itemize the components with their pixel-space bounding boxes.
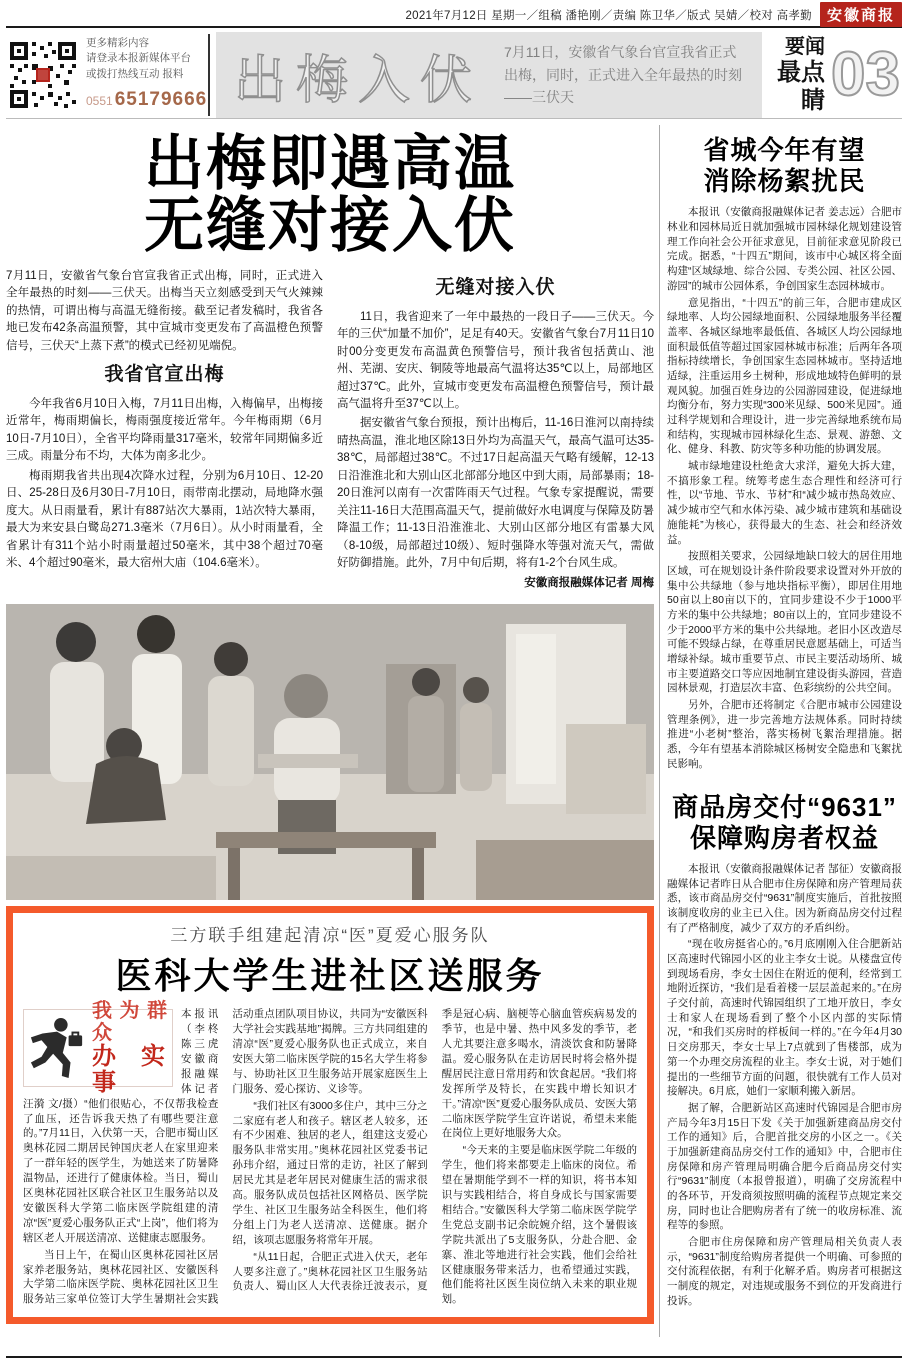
sidebar-paragraph: 另外，合肥市还将制定《合肥市城市公园建设管理条例》，进一步完善地方法规体系。同时持续推进“小老树”整治，落实杨树飞絮治理措施。据悉，今年有望基本消除城区杨树安全隐患和飞絮扰民影响。 — [667, 699, 902, 770]
sidebar-paragraph: “现在收房挺省心的。”6月底刚刚入住合肥新站区高速时代锦园小区的业主李女士说。从楼盘宣传到现场看房，李女士因住在附近的便利，经常到工地附近探访，“我们是看着楼一层层盖起来的。”在房子交付前，高速时代锦园组织了工地开放日，李女士和家人在现场看到了整个小区内部的实际情况，“和我们买房时的样板间一样的。”在今年4月30日交房那天，李女士早上7点就到了售楼部，成为第一个办理交房流程的业主。李女士说，对于她们提出的一些细节方面的问题，很快就有工作人员对接解决。6月底，她们一家顺利搬入新居。 — [667, 938, 902, 1098]
sidebar-paragraph: 意见指出，“十四五”的前三年，合肥市建成区绿地率、人均公园绿地面积、公园绿地服务半径覆盖率、各城区绿地率最低值、各城区人均公园绿地面积最低值等超过国家园林城市标准；后两年各项指标持续增长，争创国家生态园林城市。坚持适地适绿，注重运用乡土树种，形成地域特色鲜明的景观风貌。加强百姓身边的公园游园建设，促进绿地均衡分布，努力实现“300米见绿、500米见园”。通过科学规划和合理设计，进一步完善绿地系统布局和结构，实现城市园林绿化生态、景观、游憩、文化、健身、科教、防灾等多种功能的协调发展。 — [667, 296, 902, 456]
lead-column-2 — [337, 268, 654, 594]
title-line: 消除杨絮扰民 — [703, 166, 866, 197]
section-name: 要闻 — [785, 35, 826, 58]
banner-topic — [216, 32, 762, 118]
subhead-2: 无缝对接入伏 — [435, 276, 556, 298]
main-column — [6, 125, 654, 1337]
section-block — [762, 32, 902, 118]
news-photo — [6, 604, 654, 900]
bottom-rule — [6, 1356, 902, 1358]
sidebar-paragraph: 据了解，合肥新站区高速时代锦园是合肥市房产局今年3月15日下发《关于加强新建商品房交付工作的通知》后，合肥首批交房的小区之一。《关于加强新建商品房交付工作的通知》中，合肥市住房保障和房产管理局明确合肥今后商品房交付实行“9631”制度（本报曾报道），明确了交房流程中的各环节，开发商须按照明确的流程节点规定来交房，同时也让合肥购房者有了统一的收房标准、流程等的参照。 — [667, 1101, 902, 1232]
sidebar-column — [665, 125, 902, 1337]
top-rule — [6, 26, 902, 28]
feature-article — [6, 906, 654, 1324]
page-header — [6, 0, 902, 26]
lead-headline-line2: 无缝对接入伏 — [144, 192, 516, 260]
contact-line-3: 或拨打热线互动 报料 — [86, 68, 184, 81]
lead-paragraph: 11日，我省迎来了一年中最热的一段日子——三伏天。今年的三伏“加量不加价”，足足有40天。安徽省气象台7月11日10时00分变更发布高温黄色预警信号，预计我省包括黄山、池州、芜湖、安庆、铜陵等地最高气温将达35℃以上，局部地区超过37℃。此外，宣城市变更发布高温橙色预警信号，预计最高气温将升至37℃以上。 — [337, 310, 654, 410]
lead-article-body — [6, 268, 654, 594]
contact-line-1: 更多精彩内容 — [86, 36, 149, 49]
sidebar-paragraph: 城市绿地建设杜绝贪大求洋，避免大拆大建，不搞形象工程。统筹考虑生态合理性和经济可行性，以“节地、节水、节材”和“减少城市热岛效应、减少城市空气和水体污染、减少城市建筑和基础设施能耗”为核心，获得最大的生态、社会和经济效益。 — [667, 460, 902, 546]
sidebar-paragraph: 合肥市住房保障和房产管理局相关负责人表示，“9631”制度给购房者提供一个明确、可参照的交付流程依据，有利于化解矛盾。购房者可根据这一制度的规定，对违规或服务不到位的开发商进行投诉。 — [667, 1236, 902, 1307]
feature-headline: 医科大学生进社区送服务 — [115, 955, 545, 997]
banner-rule — [6, 118, 902, 119]
lead-paragraph: 今年我省6月10日入梅，7月11日出梅，入梅偏早，出梅接近常年，梅雨期偏长，梅雨强度接近常年。今年梅雨期（6月10日-7月10日），全省平均降雨量317毫米，较常年同期偏多近三成。雨量分布不均，大体为南多北少。 — [6, 398, 323, 463]
badge-line-2: 办实事 — [92, 1042, 168, 1097]
title-line: 省城今年有望 — [703, 135, 866, 165]
sidebar-paragraph: 按照相关要求，公园绿地缺口较大的居住用地区域，可在规划设计条件阶段要求设置对外开放的集中公共绿地（参与地块指标平衡），即居住用地50亩以上80亩以下的，宜同步建设不少于1000平方米的集中公共绿地；80亩以上的，宜同步建设不少于2000平方米的集中公共绿地。老旧小区改造尽可能不毁绿占绿，在尊重居民意愿基础上，可适当增绿补绿。城市重要节点、市民主要活动场所、城市主要道路交口等应因地制宜建设街头游园，营造园林景观，打造层次丰富、色彩缤纷的公共空间。 — [667, 550, 902, 695]
contact-block — [6, 32, 208, 118]
lead-paragraph: 据安徽省气象台预报，预计出梅后，11-16日淮河以南持续晴热高温，淮北地区除13日外均为高温天气，最高气温可达35-38℃，局部超过38℃。不过17日起高温天气略有缓解，12-13日沿淮淮北和大别山区北部部分地区中到大雨，局部暴雨；18-20日淮河以南有一次雷阵雨天气过程。气象专家提醒说，需要关注11-16日大范围高温天气，提前做好水电调度与保障及防暑降温工作；11-13日沿淮淮北、大别山区部分地区有雷暴大风（8-10级，局部超过10级）、短时强降水等强对流天气，需做好防御措施。此外，7月中旬后期，将有1-2个台风生成。 — [337, 417, 654, 570]
brand-logo: 安徽商报 — [820, 2, 902, 27]
feature-paragraph: “我们社区有3000多住户，其中三分之二家庭有老人和孩子。辖区老人较多，还有不少困难、独居的老人，组建这支爱心服务队非常实用。”奥林花园社区党委书记孙玮介绍，通过日常的走访，社区了解到居民尤其是老年居民对健康生活的需求很高。服务队成员包括社区网格员、医学院学生、社区卫生服务站全科医生，他们将分组上门为老人送清凉、送健康。据介绍，该项志愿服务将常年开展。 — [232, 1099, 428, 1246]
lead-headline — [6, 130, 654, 260]
sidebar-article-2 — [667, 792, 902, 1309]
sidebar-paragraph: 本报讯（安徽商报融媒体记者 郜征）安徽商报融媒体记者昨日从合肥市住房保障和房产管理局获悉，该市商品房交付“9631”制度实施后，首批按照该制度收房的业主已入住。因为新商品房交付过程有了严格制度，减少了双方的矛盾纠纷。 — [667, 862, 902, 934]
dateline: 2021年7月12日 星期一／组稿 潘艳刚／责编 陈卫华／版式 吴婧／校对 高孝勤 — [405, 9, 812, 22]
feature-paragraph: “今天来的主要是临床医学院二年级的学生，他们将来都要走上临床的岗位。希望在暑期能学到不一样的知识，将书本知识与实践相结合，将自身成长与国家需要相结合。”安徽医科大学第二临床医学院学生党总支副书记余皖婉介绍，这个暑假该学院共派出了5支服务队，分赴合肥、金寨、淮北等地进行社会实践，他们会给社区健康服务带来活力，也希望通过实践，他们能将社区医生岗位纳入未来的职业规划。 — [441, 1144, 637, 1306]
subhead-1: 我省官宣出梅 — [104, 364, 225, 386]
sidebar-article-2-title — [667, 792, 902, 854]
sidebar-paragraph: 本报讯（安徽商报融媒体记者 姜志远）合肥市林业和园林局近日就加强城市园林绿化规划建设管理工作向社会公开征求意见，目前征求意见阶段已完成。据悉，“十四五”期间，该市中心城区将全面构建“区域绿地、综合公园、专类公园、社区公园、游园”的城市公园体系，争创国家生态园林城市。 — [667, 206, 902, 292]
lead-intro: 7月11日，安徽省气象台官宣我省正式出梅，同时，正式进入全年最热的时刻——三伏天。出梅当天立刻感受到天气火辣辣的热情，可谓出梅与高温无缝衔接。截至记者发稿时，我省各地已发布42条高温预警，其中宣城市变更发布了高温橙色预警信号，三伏天“上蒸下煮”的模式已经初见端倪。 — [6, 269, 323, 352]
reporter-credit: 安徽商报融媒体记者 周梅 — [524, 576, 654, 589]
badge-line-1: 我为群众 — [92, 999, 168, 1044]
title-line: 保障购房者权益 — [689, 822, 879, 853]
title-line: 商品房交付“9631” — [672, 791, 897, 822]
campaign-badge — [23, 999, 173, 1097]
feature-body — [23, 999, 637, 1307]
lead-headline-line1: 出梅即遇高温 — [144, 130, 516, 197]
column-divider — [659, 125, 660, 1337]
feature-kicker: 三方联手组建起清凉“医”夏爱心服务队 — [170, 926, 490, 946]
lead-paragraph: 梅雨期我省共出现4次降水过程，分别为6月10日、12-20日、25-28日及6月30日-7月10日，雨带南北摆动，局地降水强度大。从日雨量看，累计有887站次大暴雨，1站次特大暴雨，最大为来安县白鹭岛271.3毫米（7月6日）。从小时雨量看，全省累计有311个站小时雨量超过50毫米，其中38个超过70毫米、4个超过90毫米，最大宿州大庙（104.6毫米）。 — [6, 469, 323, 570]
contact-line-2: 请登录本报新媒体平台 — [86, 52, 191, 65]
running-person-icon — [28, 1016, 86, 1080]
feature-paragraph: “从11日起，合肥正式进入伏天，老年人要多注意了。”奥林花园社区卫生服务站负责人、蜀山区人大代表徐迁波表示，夏季是冠心病、脑梗等心脑血管疾病易发的季节，也是中暑、热中风多发的季节，老人尤其要注意多喝水，清淡饮食和防暑降温。爱心服务队在走访居民时将会格外提醒居民注意日常用药和饮食起居。“我们将发挥所学及特长，在实践中增长知识才干。”清凉“医”夏爱心服务队成员、安医大第二临床医学院学生宣许诺说，希望未来能在岗位上更好地服务大众。 — [232, 1008, 637, 1293]
lead-column-1 — [6, 268, 323, 594]
contact-text — [86, 36, 207, 115]
section-name-2: 最点睛 — [777, 58, 826, 114]
feature-paragraph: 当日上午，在蜀山区奥林花园社区居家养老服务站，奥林花园社区、安徽医科大学第二临床医学院、奥林花园社区卫生服务站三家单位签订大学生暑期社会实践活动重点团队项目协议，共同为“安徽医科大学社会实践基地”揭牌。三方共同组建的清凉“医”夏爱心服务队也正式成立，来自安医大第二临床医学院的15名大学生将参与、协助社区卫生服务站开展家庭医生上门服务、爱心探访、义诊等。 — [23, 1008, 428, 1306]
banner-divider — [208, 34, 210, 116]
masthead-banner — [6, 32, 902, 118]
banner-subtitle: 7月11日，安徽省气象台官宣我省正式出梅，同时，正式进入全年最热的时刻——三伏天 — [504, 44, 743, 106]
feature-paragraph: 本报讯（李柊 陈三虎 安徽商报融媒体记者 汪漪 文/摄）“他们很贴心，不仅帮我检查了血压，还告诉我天热了有哪些要注意的。”7月11日，入伏第一天，合肥市蜀山区奥林花园二期居民钟国庆老人在家里迎来了一群年轻的医学生，为她送来了防暑降温物品，还进行了健康体检。当日，蜀山区奥林花园社区联合社区卫生服务站以及安徽医科大学第二临床医学院组建的清凉“医”夏爱心服务队正式“上岗”，他们将为辖区老人开展送清凉、送健康志愿服务。 — [23, 1008, 219, 1244]
hotline-number: 0551 65179666 — [86, 88, 208, 110]
page-number: 03 — [831, 40, 900, 110]
sidebar-article-1-title — [667, 135, 902, 197]
banner-title: 出梅入伏 — [234, 51, 483, 110]
qr-code-icon — [8, 40, 78, 110]
sidebar-article-1 — [667, 135, 902, 772]
